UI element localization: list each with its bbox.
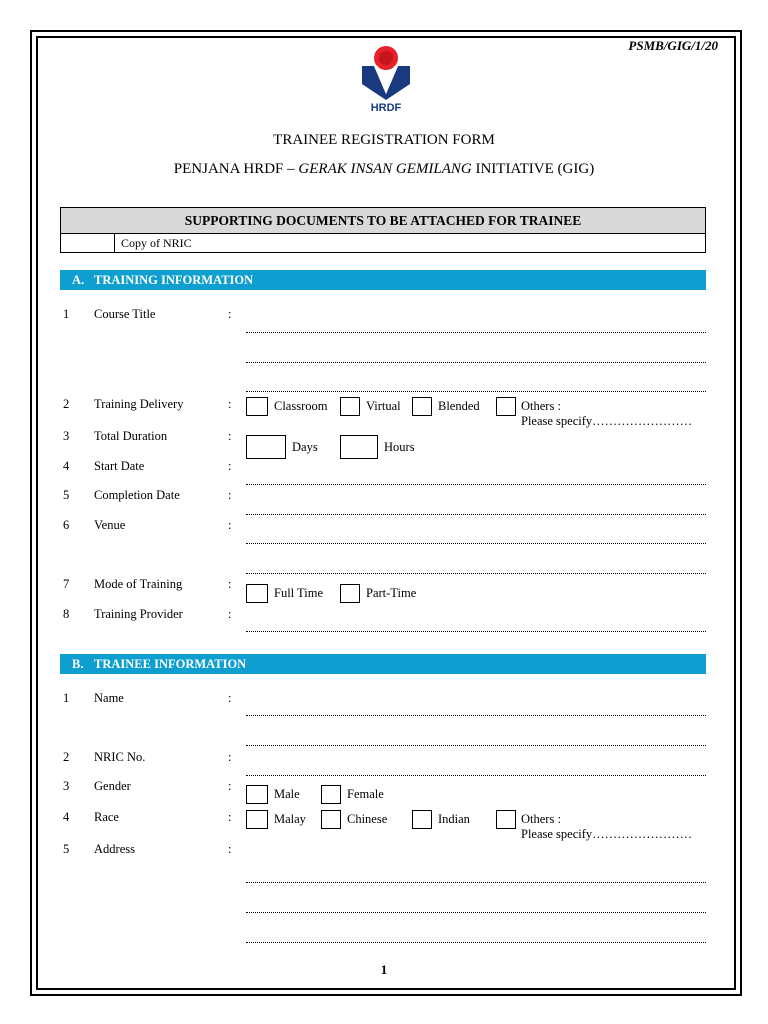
- start-date-line[interactable]: [246, 482, 706, 485]
- colon: :: [228, 307, 232, 321]
- colon: :: [228, 397, 232, 411]
- field-number: 1: [63, 691, 70, 705]
- course-title-label: Course Title: [94, 307, 156, 321]
- section-b-header: [60, 654, 706, 674]
- colon: :: [228, 779, 232, 793]
- colon: :: [228, 842, 232, 856]
- mode-of-training-label: Mode of Training: [94, 577, 183, 591]
- address-line[interactable]: [246, 910, 706, 913]
- classroom-checkbox[interactable]: [246, 397, 268, 416]
- name-line[interactable]: [246, 743, 706, 746]
- nric-line[interactable]: [246, 773, 706, 776]
- document-code: PSMB/GIG/1/20: [628, 38, 718, 53]
- full-time-checkbox[interactable]: [246, 584, 268, 603]
- address-line[interactable]: [246, 880, 706, 883]
- supporting-documents-header: SUPPORTING DOCUMENTS TO BE ATTACHED FOR TRAINEE: [61, 208, 705, 234]
- form-title: TRAINEE REGISTRATION FORM: [273, 132, 495, 148]
- race-specify-field[interactable]: Please specify……………………: [521, 827, 693, 841]
- field-number: 3: [63, 779, 70, 793]
- colon: :: [228, 518, 232, 532]
- field-number: 5: [63, 842, 70, 856]
- field-number: 4: [63, 810, 70, 824]
- female-label: Female: [347, 787, 384, 801]
- subtitle-italic: GERAK INSAN GEMILANG: [298, 161, 472, 177]
- section-letter: B.: [72, 657, 84, 671]
- indian-label: Indian: [438, 812, 470, 826]
- page-number: 1: [380, 962, 388, 977]
- name-label: Name: [94, 691, 124, 705]
- field-number: 2: [63, 750, 70, 764]
- venue-line[interactable]: [246, 571, 706, 574]
- malay-checkbox[interactable]: [246, 810, 268, 829]
- training-provider-line[interactable]: [246, 629, 706, 632]
- field-number: 1: [63, 307, 70, 321]
- days-label: Days: [292, 440, 318, 454]
- chinese-label: Chinese: [347, 812, 388, 826]
- field-number: 3: [63, 429, 70, 443]
- colon: :: [228, 488, 232, 502]
- full-time-label: Full Time: [274, 586, 323, 600]
- course-title-line[interactable]: [246, 330, 706, 333]
- female-checkbox[interactable]: [321, 785, 341, 804]
- name-line[interactable]: [246, 713, 706, 716]
- blended-checkbox[interactable]: [412, 397, 432, 416]
- total-duration-label: Total Duration: [94, 429, 168, 443]
- delivery-others-checkbox[interactable]: [496, 397, 516, 416]
- form-subtitle: [0, 161, 768, 178]
- completion-date-line[interactable]: [246, 512, 706, 515]
- delivery-others-label: Others :: [521, 399, 561, 413]
- virtual-checkbox[interactable]: [340, 397, 360, 416]
- indian-checkbox[interactable]: [412, 810, 432, 829]
- race-others-label: Others :: [521, 812, 561, 826]
- colon: :: [228, 577, 232, 591]
- venue-label: Venue: [94, 518, 126, 532]
- colon: :: [228, 607, 232, 621]
- chinese-checkbox[interactable]: [321, 810, 341, 829]
- colon: :: [228, 810, 232, 824]
- logo-text: HRDF: [370, 102, 402, 114]
- venue-line[interactable]: [246, 541, 706, 544]
- completion-date-label: Completion Date: [94, 488, 180, 502]
- supporting-document-item: Copy of NRIC: [121, 236, 192, 250]
- section-letter: A.: [72, 273, 85, 287]
- field-number: 7: [63, 577, 70, 591]
- nric-label: NRIC No.: [94, 750, 146, 764]
- field-number: 2: [63, 397, 70, 411]
- male-checkbox[interactable]: [246, 785, 268, 804]
- gender-label: Gender: [94, 779, 131, 793]
- field-number: 8: [63, 607, 70, 621]
- colon: :: [228, 691, 232, 705]
- race-label: Race: [94, 810, 119, 824]
- address-label: Address: [94, 842, 135, 856]
- course-title-line[interactable]: [246, 360, 706, 363]
- hours-label: Hours: [384, 440, 415, 454]
- colon: :: [228, 750, 232, 764]
- part-time-label: Part-Time: [366, 586, 417, 600]
- days-input-box[interactable]: [246, 435, 286, 459]
- part-time-checkbox[interactable]: [340, 584, 360, 603]
- virtual-option-label: Virtual: [366, 399, 401, 413]
- field-number: 6: [63, 518, 70, 532]
- male-label: Male: [274, 787, 300, 801]
- address-line[interactable]: [246, 940, 706, 943]
- section-title: TRAINING INFORMATION: [94, 273, 254, 287]
- course-title-line[interactable]: [246, 389, 706, 392]
- colon: :: [228, 429, 232, 443]
- hours-input-box[interactable]: [340, 435, 378, 459]
- supporting-documents-table: [60, 207, 706, 253]
- classroom-option-label: Classroom: [274, 399, 328, 413]
- training-provider-label: Training Provider: [94, 607, 183, 621]
- field-number: 4: [63, 459, 70, 473]
- blended-option-label: Blended: [438, 399, 480, 413]
- field-number: 5: [63, 488, 70, 502]
- section-title: TRAINEE INFORMATION: [94, 657, 247, 671]
- start-date-label: Start Date: [94, 459, 145, 473]
- subtitle-prefix: PENJANA HRDF –: [173, 161, 299, 177]
- nric-checkbox-cell[interactable]: [114, 234, 115, 252]
- training-delivery-label: Training Delivery: [94, 397, 184, 411]
- colon: :: [228, 459, 232, 473]
- subtitle-suffix: INITIATIVE (GIG): [471, 161, 595, 177]
- section-a-header: [60, 270, 706, 290]
- race-others-checkbox[interactable]: [496, 810, 516, 829]
- malay-label: Malay: [274, 812, 306, 826]
- delivery-specify-field[interactable]: Please specify……………………: [521, 414, 693, 428]
